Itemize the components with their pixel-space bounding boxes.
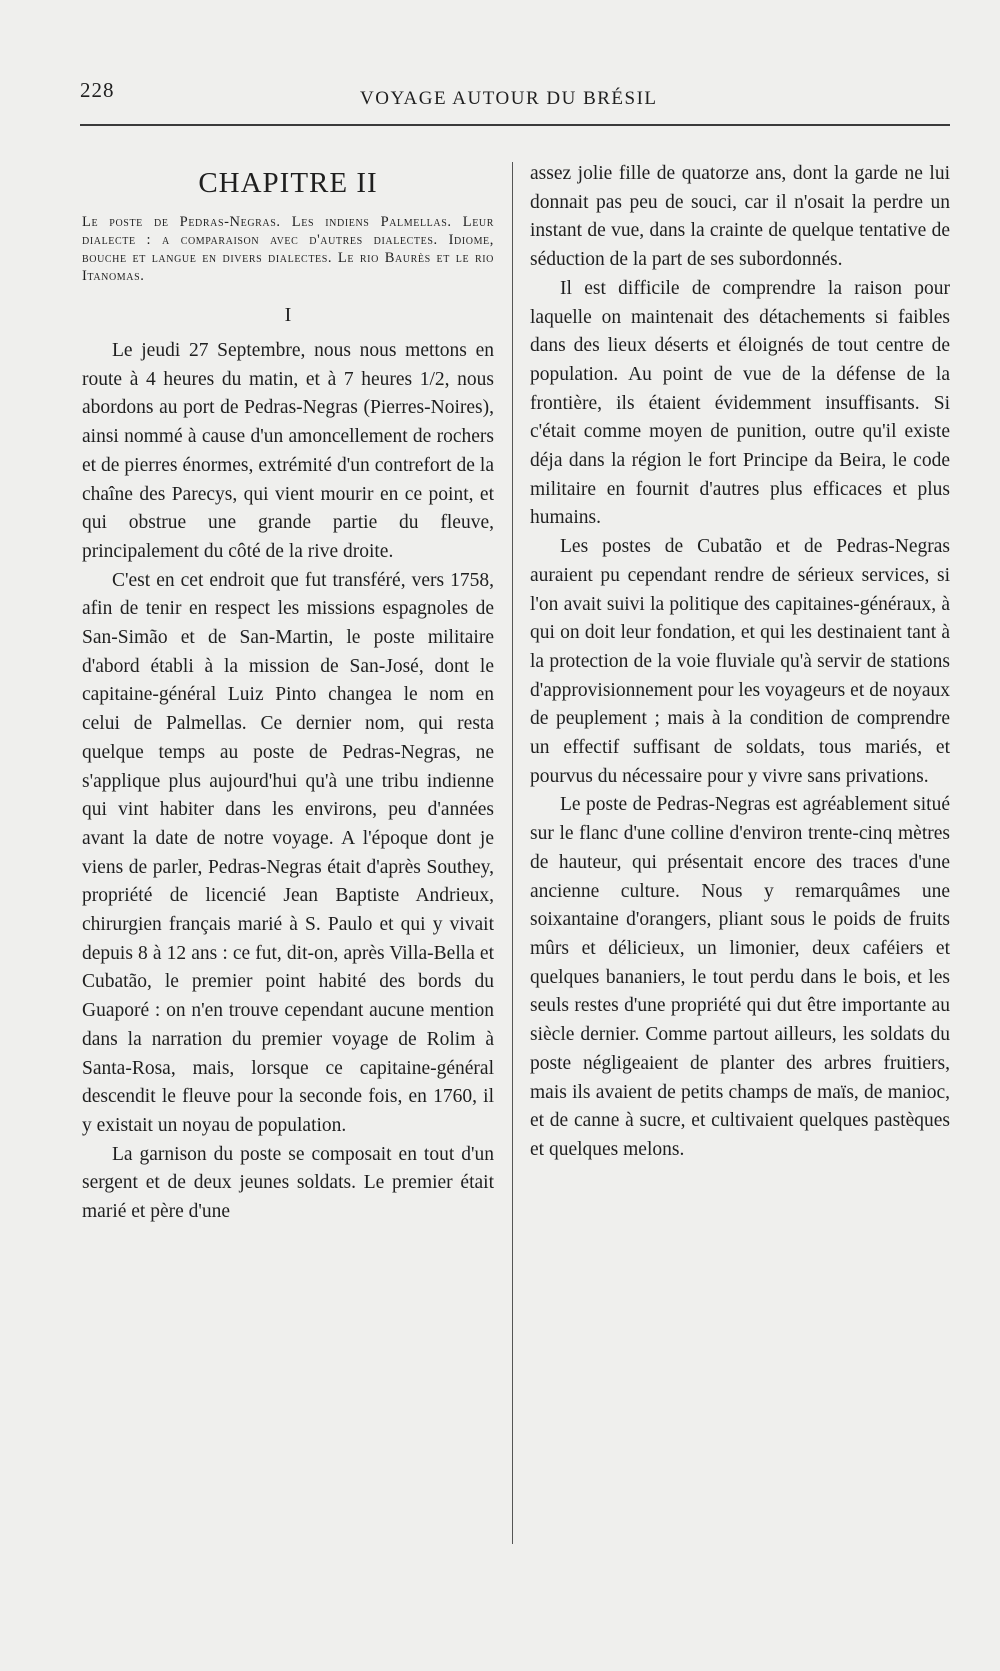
running-title: VOYAGE AUTOUR DU BRÉSIL [360, 88, 658, 109]
paragraph: La garnison du poste se composait en tout d'un sergent et de deux jeunes soldats. Le premier était marié et père d'une [82, 1143, 494, 1223]
left-column [82, 165, 494, 1227]
paragraph: Il est difficile de comprendre la raison pour laquelle on maintenait des détachements si faibles dans des lieux déserts et éloignés de tout centre de population. Au point de vue de la défense de la frontière, ils étaient évidemment insuffisants. Si c'était comme moyen de punition, outre qu'il existe déja dans la région le fort Principe da Beira, le code militaire en fournit d'autres plus efficaces et plus humains. [530, 277, 950, 529]
right-column [530, 160, 950, 1165]
column-divider [512, 162, 513, 1544]
page-number: 228 [80, 78, 115, 102]
paragraph: Les postes de Cubatão et de Pedras-Negras auraient pu cependant rendre de sérieux services, si l'on avait suivi la politique des capitaines-généraux, à qui on doit leur fondation, et qui les destinaient tant à la protection de la voie fluviale qu'à servir de stations d'approvisionnement pour les voyageurs et de noyaux de peuplement ; mais à la condition de comprendre un effectif suffisant de soldats, tous mariés, et pourvus du nécessaire pour y vivre sans privations. [530, 536, 950, 787]
section-number: I [284, 304, 292, 326]
paragraph: C'est en cet endroit que fut transféré, vers 1758, afin de tenir en respect les missions espagnoles de San-Simão et de San-Martin, le poste militaire d'abord établi à la mission de San-José, dont le capitaine-général Luiz Pinto changea le nom en celui de Palmellas. Ce dernier nom, qui resta quelque temps au poste de Pedras-Negras, ne s'applique plus aujourd'hui qu'à une tribu indienne qui vint habiter dans les environs, peu d'années avant la date de notre voyage. A l'époque dont je viens de parler, Pedras-Negras était d'après Southey, propriété de licencié Jean Baptiste Andrieux, chirurgien français marié à S. Paulo et qui y vivait depuis 8 à 12 ans : ce fut, dit-on, après Villa-Bella et Cubatão, le premier point habité des bords du Guaporé : on n'en trouve cependant aucune mention dans la narration du premier voyage de Rolim à Santa-Rosa, mais, lorsque ce capitaine-général descendit le fleuve pour la seconde fois, en 1760, il y existait un noyau de population. [82, 569, 494, 1136]
header-rule [80, 124, 950, 126]
paragraph: Le poste de Pedras-Negras est agréablement situé sur le flanc d'une colline d'environ trente-cinq mètres de hauteur, qui présentait encore des traces d'une ancienne culture. Nous y remarquâmes une soixantaine d'orangers, pliant sous le poids de fruits mûrs et délicieux, un limonier, deux caféiers et quelques bananiers, le tout perdu dans le bois, et les seuls restes d'une propriété qui dut être importante au siècle dernier. Comme partout ailleurs, les soldats du poste négligeaient de planter des arbres fruitiers, mais ils avaient de petits champs de maïs, de manioc, et de canne à sucre, et cultivaient quelques pastèques et quelques melons. [530, 794, 950, 1160]
page-header [80, 78, 950, 118]
chapter-title: CHAPITRE II [198, 167, 378, 199]
paragraph-continuation: assez jolie fille de quatorze ans, dont la garde ne lui donnait pas peu de souci, car il n'osait la perdre un instant de vue, dans la crainte de quelque tentative de séduction de la part de ses subordonnés. [530, 163, 950, 271]
paragraph: Le jeudi 27 Septembre, nous nous mettons en route à 4 heures du matin, et à 7 heures 1/2, nous abordons au port de Pedras-Negras (Pierres-Noires), ainsi nommé à cause d'un amoncellement de rochers et de pierres énormes, extrémité d'un contrefort de la chaîne des Parecys, qui vient mourir en ce point, et qui obstrue une grande partie du fleuve, principalement du côté de la rive droite. [82, 340, 494, 562]
chapter-summary: Le poste de Pedras-Negras. Les indiens Palmellas. Leur dialecte : a comparaison avec d'autres dialectes. Idiome, bouche et langue en divers dialectes. Le rio Baurès et le rio Itanomas. [82, 214, 494, 284]
